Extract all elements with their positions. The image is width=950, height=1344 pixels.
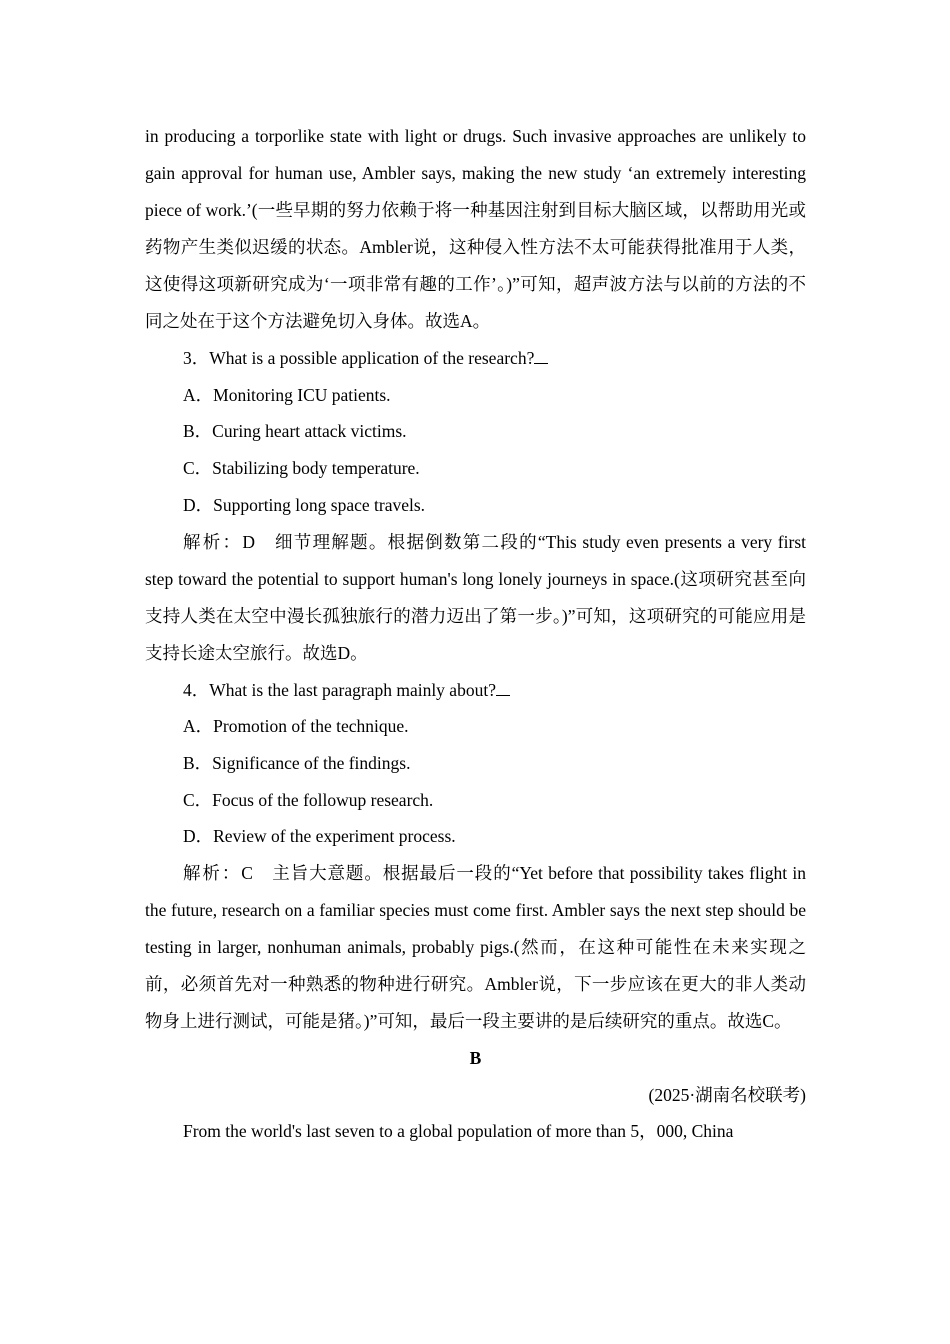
answer-blank — [534, 349, 548, 364]
q3-option-d: D．Supporting long space travels. — [183, 494, 426, 515]
analysis-label: 解析： — [183, 531, 243, 552]
answer-blank — [496, 681, 510, 696]
passage-first-line: From the world's last seven to a global population of more than 5，000, China — [183, 1121, 734, 1142]
q4-analysis — [145, 855, 806, 1040]
question-4 — [145, 672, 806, 709]
analysis-label: 解析： — [183, 863, 242, 884]
analysis-paragraph-q2: in producing a torporlike state with light or drugs. Such invasive approaches are unlikely to gain approval for human use, Ambler says, making the new study ‘an extremely interesting piece of work.’(一些早期的努力依赖于将一种基因注射到目标大脑区域，以帮助用光或药物产生类似迟缓的状态。Ambler说，这种侵入性方法不太可能获得批准用于人类，这使得这项新研究成为‘一项非常有趣的工作’。)”可知，超声波方法与以前的方法的不同之处在于这个方法避免切入身体。故选A。 — [145, 126, 806, 331]
section-title: B — [469, 1048, 482, 1069]
document-page — [145, 118, 806, 1150]
section-source: (2025·湖南名校联考) — [648, 1084, 806, 1105]
q3-option-c: C．Stabilizing body temperature. — [183, 458, 420, 479]
q4-option-b: B．Significance of the findings. — [183, 752, 411, 773]
q4-option-c: C．Focus of the followup research. — [183, 789, 434, 810]
q4-analysis-text: C 主旨大意题。根据最后一段的“Yet before that possibility takes flight in the future, research on a familiar species must come first. Ambler says the next step should be testing in larger, nonhuman animals, probably pigs.(然而，在这种可能性在未来实现之前，必须首先对一种熟悉的物种进行研究。Ambler说，下一步应该在更大的非人类动物身上进行测试，可能是猪。)”可知，最后一段主要讲的是后续研究的重点。故选C。 — [145, 863, 806, 1032]
q3-analysis — [145, 524, 806, 672]
q4-option-a: A．Promotion of the technique. — [183, 716, 409, 737]
question-3-text: 3．What is a possible application of the research? — [183, 348, 535, 368]
question-3 — [145, 340, 806, 377]
q3-option-b: B．Curing heart attack victims. — [183, 421, 407, 442]
q3-analysis-text: D 细节理解题。根据倒数第二段的“This study even presents a very first step toward the potential to support human's long lonely journeys in space.(这项研究甚至向支持人类在太空中漫长孤独旅行的潜力迈出了第一步。)”可知，这项研究的可能应用是支持长途太空旅行。故选D。 — [145, 531, 806, 663]
q4-option-d: D．Review of the experiment process. — [183, 826, 456, 847]
question-4-text: 4．What is the last paragraph mainly about? — [183, 679, 496, 700]
q3-option-a: A．Monitoring ICU patients. — [183, 384, 391, 405]
